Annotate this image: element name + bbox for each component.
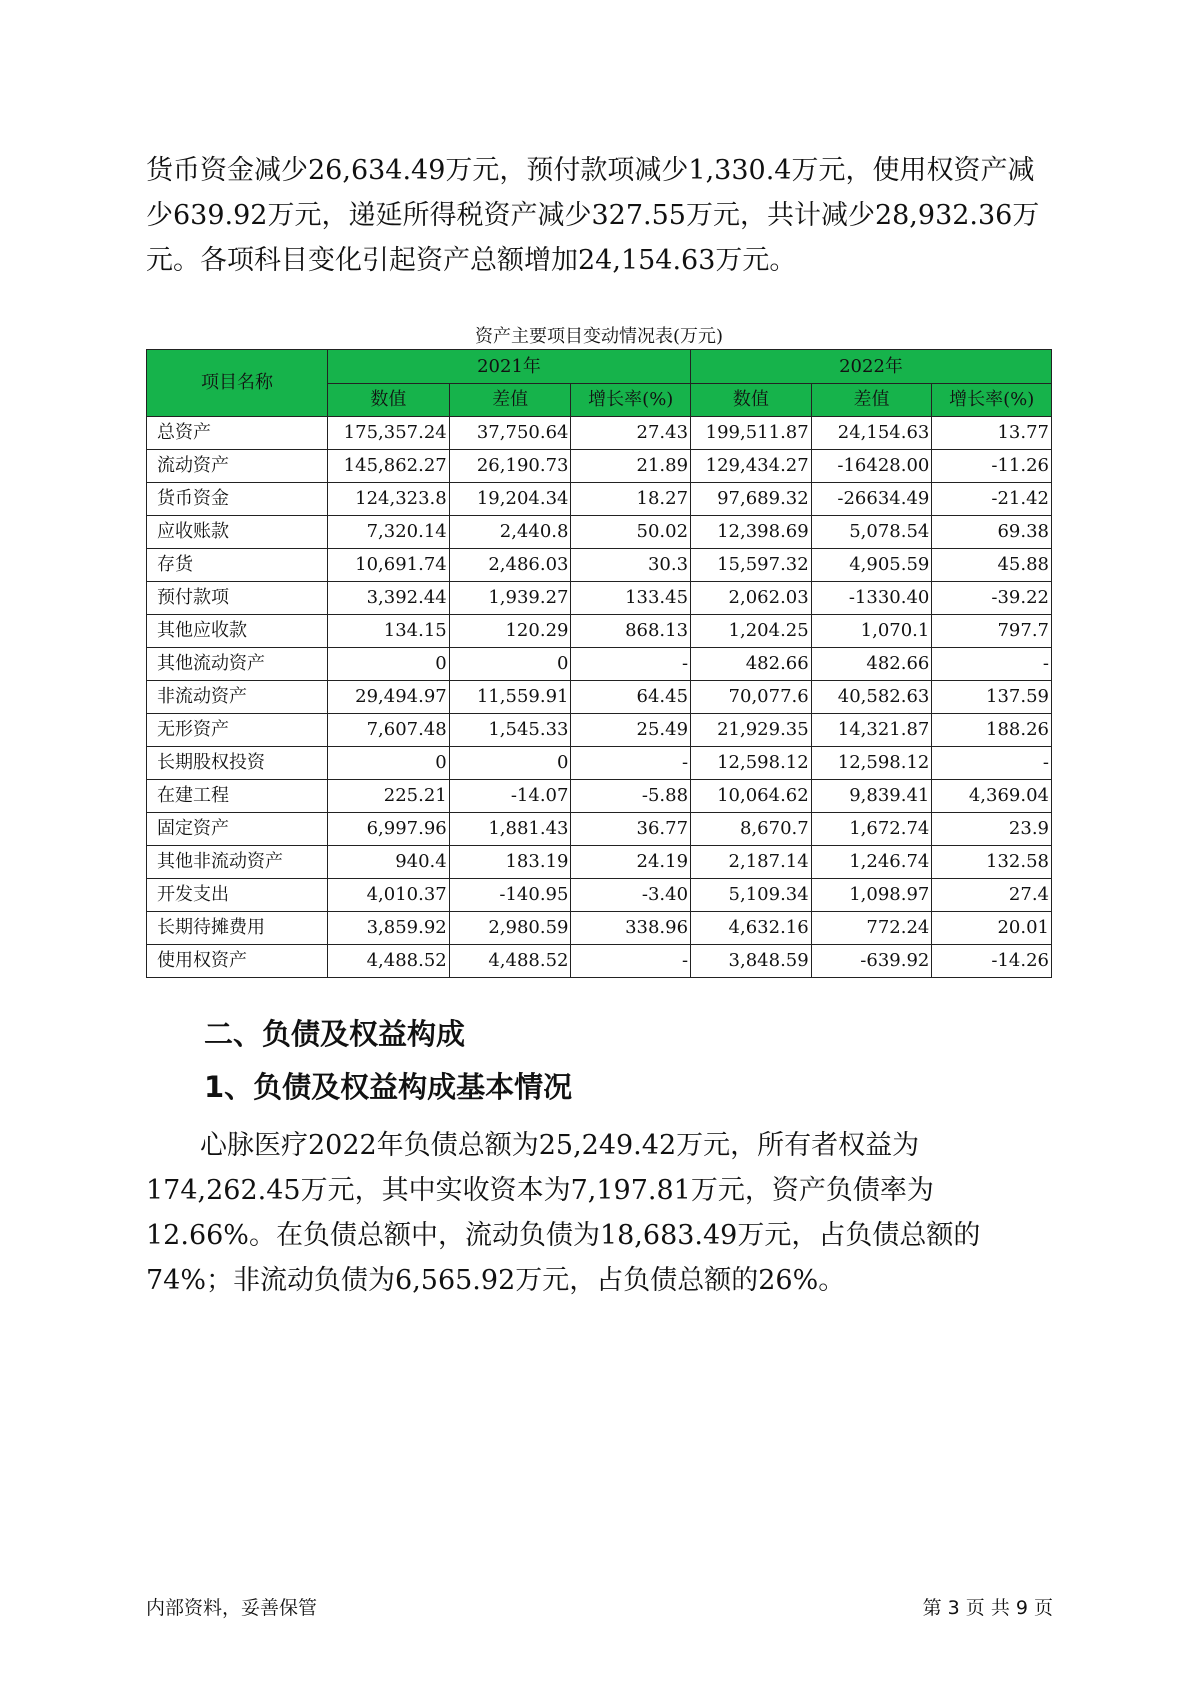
cell-v21: 3,392.44 xyxy=(328,582,450,615)
cell-v21: 0 xyxy=(328,747,450,780)
cell-g22: -14.26 xyxy=(932,945,1052,978)
cell-g21: -5.88 xyxy=(571,780,691,813)
cell-g22: 132.58 xyxy=(932,846,1052,879)
row-label: 总资产 xyxy=(147,417,328,450)
row-label: 在建工程 xyxy=(147,780,328,813)
cell-g21: 338.96 xyxy=(571,912,691,945)
cell-g21: 64.45 xyxy=(571,681,691,714)
cell-g22: 23.9 xyxy=(932,813,1052,846)
table-row xyxy=(147,417,1052,450)
cell-d21: 11,559.91 xyxy=(449,681,571,714)
row-label: 货币资金 xyxy=(147,483,328,516)
row-label: 预付款项 xyxy=(147,582,328,615)
cell-v21: 175,357.24 xyxy=(328,417,450,450)
cell-d22: 9,839.41 xyxy=(811,780,932,813)
cell-d21: 0 xyxy=(449,747,571,780)
cell-g21: 36.77 xyxy=(571,813,691,846)
cell-d21: 0 xyxy=(449,648,571,681)
cell-d22: 4,905.59 xyxy=(811,549,932,582)
table-row xyxy=(147,747,1052,780)
cell-v22: 21,929.35 xyxy=(691,714,812,747)
header-year-2022: 2022年 xyxy=(691,350,1052,384)
cell-g22: 4,369.04 xyxy=(932,780,1052,813)
subsection-heading: 1、负债及权益构成基本情况 xyxy=(204,1070,573,1104)
cell-d21: 2,980.59 xyxy=(449,912,571,945)
table-row xyxy=(147,714,1052,747)
section-heading: 二、负债及权益构成 xyxy=(204,1017,466,1051)
cell-d22: -1330.40 xyxy=(811,582,932,615)
cell-d22: 1,672.74 xyxy=(811,813,932,846)
cell-v22: 12,598.12 xyxy=(691,747,812,780)
row-label: 非流动资产 xyxy=(147,681,328,714)
intro-paragraph: 货币资金减少26,634.49万元，预付款项减少1,330.4万元，使用权资产减少639.92万元，递延所得税资产减少327.55万元，共计减少28,932.36万元。各项科目变化引起资产总额增加24,154.63万元。 xyxy=(146,155,1040,276)
row-label: 使用权资产 xyxy=(147,945,328,978)
cell-g21: -3.40 xyxy=(571,879,691,912)
cell-d22: 772.24 xyxy=(811,912,932,945)
cell-v21: 145,862.27 xyxy=(328,450,450,483)
cell-v21: 225.21 xyxy=(328,780,450,813)
table-row xyxy=(147,912,1052,945)
cell-g21: 24.19 xyxy=(571,846,691,879)
cell-v21: 4,010.37 xyxy=(328,879,450,912)
cell-v22: 8,670.7 xyxy=(691,813,812,846)
cell-g21: 30.3 xyxy=(571,549,691,582)
cell-v22: 5,109.34 xyxy=(691,879,812,912)
cell-g22: -39.22 xyxy=(932,582,1052,615)
cell-g22: 69.38 xyxy=(932,516,1052,549)
table-row xyxy=(147,483,1052,516)
header-item-name: 项目名称 xyxy=(147,350,328,417)
cell-v22: 3,848.59 xyxy=(691,945,812,978)
cell-v22: 97,689.32 xyxy=(691,483,812,516)
row-label: 长期股权投资 xyxy=(147,747,328,780)
table-row xyxy=(147,582,1052,615)
cell-d22: 1,246.74 xyxy=(811,846,932,879)
cell-g21: - xyxy=(571,648,691,681)
cell-v21: 10,691.74 xyxy=(328,549,450,582)
cell-d21: 19,204.34 xyxy=(449,483,571,516)
table-row xyxy=(147,615,1052,648)
cell-v21: 0 xyxy=(328,648,450,681)
cell-g22: -21.42 xyxy=(932,483,1052,516)
cell-d22: -16428.00 xyxy=(811,450,932,483)
cell-g21: 21.89 xyxy=(571,450,691,483)
cell-d21: 26,190.73 xyxy=(449,450,571,483)
cell-g21: 27.43 xyxy=(571,417,691,450)
cell-d21: 2,486.03 xyxy=(449,549,571,582)
table-row xyxy=(147,450,1052,483)
cell-v22: 199,511.87 xyxy=(691,417,812,450)
cell-d21: 1,545.33 xyxy=(449,714,571,747)
table-caption: 资产主要项目变动情况表(万元) xyxy=(474,326,724,347)
cell-g22: 797.7 xyxy=(932,615,1052,648)
cell-d22: 482.66 xyxy=(811,648,932,681)
header-value-2021: 数值 xyxy=(328,384,450,417)
cell-d21: -14.07 xyxy=(449,780,571,813)
cell-d22: 12,598.12 xyxy=(811,747,932,780)
cell-v22: 12,398.69 xyxy=(691,516,812,549)
table-row xyxy=(147,516,1052,549)
row-label: 其他非流动资产 xyxy=(147,846,328,879)
header-growth-2022: 增长率(%) xyxy=(932,384,1052,417)
row-label: 其他应收款 xyxy=(147,615,328,648)
cell-g21: 50.02 xyxy=(571,516,691,549)
cell-g22: -11.26 xyxy=(932,450,1052,483)
cell-d21: -140.95 xyxy=(449,879,571,912)
cell-v22: 482.66 xyxy=(691,648,812,681)
row-label: 存货 xyxy=(147,549,328,582)
cell-g22: 20.01 xyxy=(932,912,1052,945)
cell-d21: 1,881.43 xyxy=(449,813,571,846)
cell-v21: 3,859.92 xyxy=(328,912,450,945)
table-row xyxy=(147,780,1052,813)
cell-d22: 14,321.87 xyxy=(811,714,932,747)
cell-v22: 15,597.32 xyxy=(691,549,812,582)
cell-g22: - xyxy=(932,747,1052,780)
table-row xyxy=(147,648,1052,681)
row-label: 开发支出 xyxy=(147,879,328,912)
cell-v22: 10,064.62 xyxy=(691,780,812,813)
cell-g21: - xyxy=(571,945,691,978)
cell-g22: 27.4 xyxy=(932,879,1052,912)
cell-g21: 18.27 xyxy=(571,483,691,516)
table-row xyxy=(147,945,1052,978)
cell-v22: 2,187.14 xyxy=(691,846,812,879)
cell-g21: - xyxy=(571,747,691,780)
cell-d22: -639.92 xyxy=(811,945,932,978)
cell-g21: 25.49 xyxy=(571,714,691,747)
cell-d21: 4,488.52 xyxy=(449,945,571,978)
row-label: 其他流动资产 xyxy=(147,648,328,681)
row-label: 长期待摊费用 xyxy=(147,912,328,945)
cell-v22: 4,632.16 xyxy=(691,912,812,945)
table-row xyxy=(147,681,1052,714)
cell-d22: 1,070.1 xyxy=(811,615,932,648)
cell-d22: 24,154.63 xyxy=(811,417,932,450)
body-paragraph: 心脉医疗2022年负债总额为25,249.42万元，所有者权益为174,262.45万元，其中实收资本为7,197.81万元，资产负债率为12.66%。在负债总额中，流动负债为18,683.49万元，占负债总额的74%；非流动负债为6,565.92万元，占负债总额的26%。 xyxy=(146,1130,981,1296)
cell-d21: 183.19 xyxy=(449,846,571,879)
row-label: 固定资产 xyxy=(147,813,328,846)
row-label: 流动资产 xyxy=(147,450,328,483)
table-row xyxy=(147,879,1052,912)
table-row xyxy=(147,846,1052,879)
cell-g22: 188.26 xyxy=(932,714,1052,747)
asset-change-table xyxy=(146,349,1052,978)
cell-d21: 2,440.8 xyxy=(449,516,571,549)
cell-g22: 13.77 xyxy=(932,417,1052,450)
header-growth-2021: 增长率(%) xyxy=(571,384,691,417)
cell-d22: 5,078.54 xyxy=(811,516,932,549)
cell-v21: 29,494.97 xyxy=(328,681,450,714)
cell-g21: 133.45 xyxy=(571,582,691,615)
cell-g21: 868.13 xyxy=(571,615,691,648)
cell-v22: 70,077.6 xyxy=(691,681,812,714)
footer-note: 内部资料，妥善保管 xyxy=(146,1597,318,1619)
cell-v21: 940.4 xyxy=(328,846,450,879)
cell-v21: 4,488.52 xyxy=(328,945,450,978)
header-diff-2022: 差值 xyxy=(811,384,932,417)
table-row xyxy=(147,549,1052,582)
header-diff-2021: 差值 xyxy=(449,384,571,417)
cell-d21: 1,939.27 xyxy=(449,582,571,615)
cell-g22: 137.59 xyxy=(932,681,1052,714)
cell-v21: 134.15 xyxy=(328,615,450,648)
cell-v21: 7,607.48 xyxy=(328,714,450,747)
page-number: 第 3 页 共 9 页 xyxy=(922,1597,1053,1619)
header-year-2021: 2021年 xyxy=(328,350,691,384)
table-row xyxy=(147,813,1052,846)
cell-d21: 120.29 xyxy=(449,615,571,648)
cell-v22: 129,434.27 xyxy=(691,450,812,483)
row-label: 应收账款 xyxy=(147,516,328,549)
cell-v22: 1,204.25 xyxy=(691,615,812,648)
cell-v21: 124,323.8 xyxy=(328,483,450,516)
header-value-2022: 数值 xyxy=(691,384,812,417)
cell-v21: 6,997.96 xyxy=(328,813,450,846)
cell-d22: -26634.49 xyxy=(811,483,932,516)
cell-d21: 37,750.64 xyxy=(449,417,571,450)
cell-g22: 45.88 xyxy=(932,549,1052,582)
cell-d22: 40,582.63 xyxy=(811,681,932,714)
row-label: 无形资产 xyxy=(147,714,328,747)
cell-d22: 1,098.97 xyxy=(811,879,932,912)
cell-g22: - xyxy=(932,648,1052,681)
cell-v22: 2,062.03 xyxy=(691,582,812,615)
cell-v21: 7,320.14 xyxy=(328,516,450,549)
